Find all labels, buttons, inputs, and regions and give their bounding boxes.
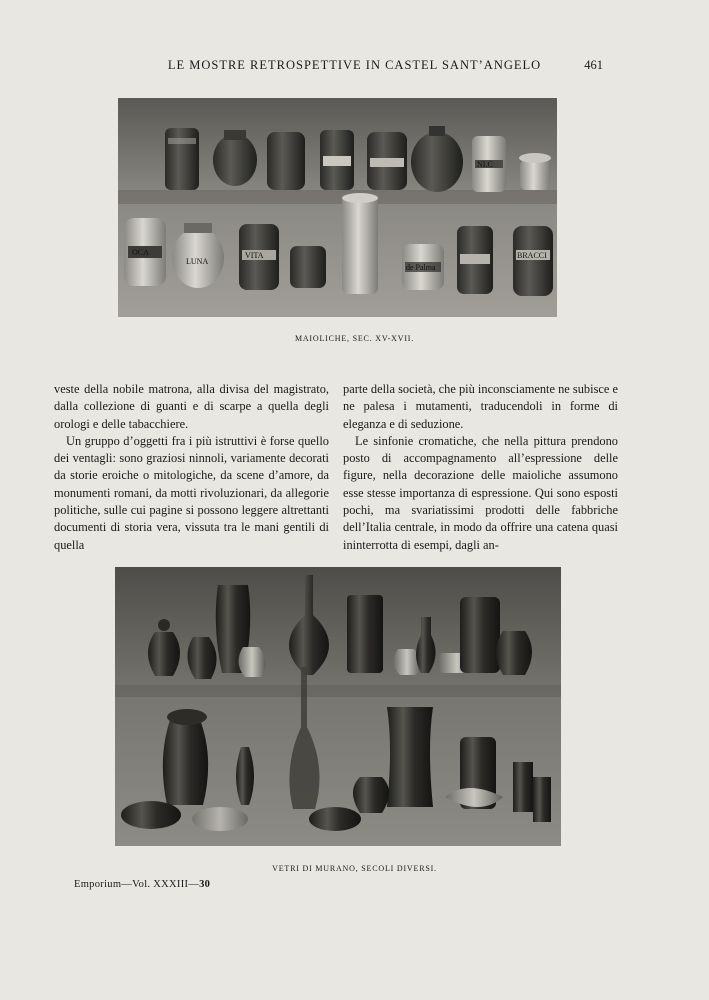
page-number: 461 <box>584 58 603 72</box>
signature-number: 30 <box>199 879 211 890</box>
page-header <box>0 58 709 76</box>
top-figure-caption: MAIOLICHE, SEC. XV-XVII. <box>294 334 415 343</box>
text-column-right <box>343 381 618 554</box>
bottom-figure-caption: VETRI DI MURANO, SECOLI DIVERSI. <box>272 864 437 873</box>
jar-label: NI.C <box>477 160 493 169</box>
majolica-illustration <box>118 98 557 317</box>
jar-label: OCA <box>132 248 149 257</box>
murano-glass-photo <box>115 567 561 846</box>
jar-label: VITA <box>245 251 264 260</box>
paragraph: veste della nobile matrona, alla divisa del magistrato, dalla collezione di guanti e di scarpe a quella degli orologi e delle tabacchiere. <box>54 382 329 431</box>
journal-signature: Emporium—Vol. XXXIII— <box>74 879 200 890</box>
text-column-left <box>54 381 329 554</box>
paragraph: Le sinfonie cromatiche, che nella pittura prendono posto di accompagnamento all’espressione delle figure, nella decorazione delle maioliche assumono esse stesse importanza di espressione. Qui sono esposti pochi, ma svariatissimi prodotti delle fabbriche dell’Italia centrale, in modo da offrire una catena quasi ininterrotta di esempi, dagli an- <box>343 433 618 552</box>
jar-label: LUNA <box>186 257 209 266</box>
paragraph: Un gruppo d’oggetti fra i più istruttivi è forse quello dei ventagli: sono graziosi ninnoli, variamente decorati da storie eroiche o mitologiche, da scene d’amore, da monumenti romani, da motti rivoluzionari, da allegorie politiche, sulle cui pagine si possono leggere altrettanti documenti di storia vera, vissuta tra le mani gentili di quella <box>54 433 329 552</box>
running-title: LE MOSTRE RETROSPETTIVE IN CASTEL SANT’ANGELO <box>167 58 542 72</box>
paragraph: parte della società, che più inconsciamente ne subisce e ne palesa i mutamenti, traducendoli in forme di eleganza e di seduzione. <box>343 382 618 431</box>
murano-glass-illustration <box>115 567 561 846</box>
page-footer <box>74 879 210 890</box>
jar-label: BRACCI <box>517 251 547 260</box>
jar-label: de Palma <box>406 263 436 272</box>
majolica-photo <box>118 98 557 317</box>
